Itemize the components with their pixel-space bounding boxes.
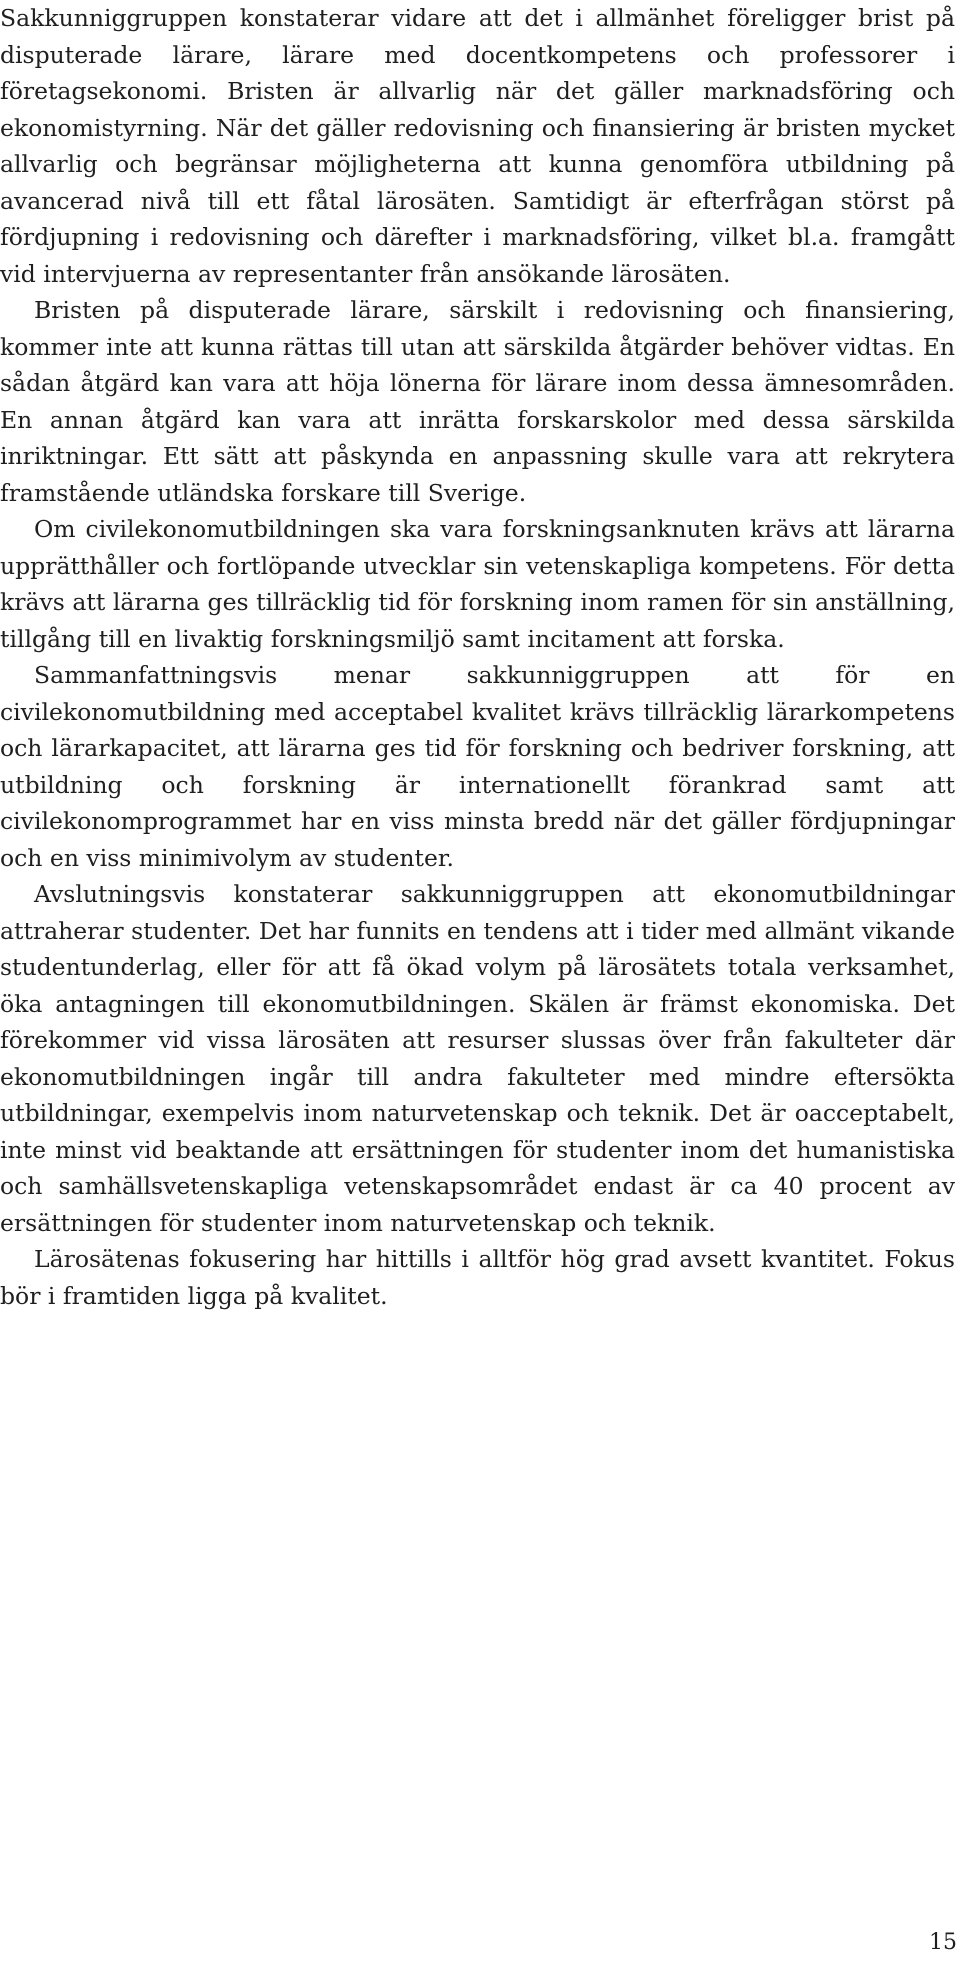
paragraph-4: Sammanfattningsvis menar sakkunniggruppen att för en civilekonomutbildning med acceptabel kvalitet krävs tillräcklig lärarkompetens och lärarkapacitet, att lärarna ges tid för forskning och bedriver forskning, att utbildning och forskning är internationellt förankrad samt att civilekonomprogrammet har en viss minsta bredd när det gäller fördjupningar och en viss minimivolym av studenter.: [0, 661, 955, 872]
paragraph-2: Bristen på disputerade lärare, särskilt i redovisning och finansiering, kommer inte att kunna rättas till utan att särskilda åtgärder behöver vidtas. En sådan åtgärd kan vara att höja lönerna för lärare inom dessa ämnesområden. En annan åtgärd kan vara att inrätta forskarskolor med dessa särskilda inriktningar. Ett sätt att påskynda en anpassning skulle vara att rekrytera framstående utländska forskare till Sverige.: [0, 296, 955, 507]
paragraph-5: Avslutningsvis konstaterar sakkunniggruppen att ekonomutbildningar attraherar studenter. Det har funnits en tendens att i tider med allmänt vikande studentunderlag, eller för att få ökad volym på lärosätets totala verksamhet, öka antagningen till ekonomutbildningen. Skälen är främst ekonomiska. Det förekommer vid vissa lärosäten att resurser slussas över från fakulteter där ekonomutbildningen ingår till andra fakulteter med mindre eftersökta utbildningar, exempelvis inom naturvetenskap och teknik. Det är oacceptabelt, inte minst vid beaktande att ersättningen för studenter inom det humanistiska och samhällsvetenskapliga vetenskapsområdet endast är ca 40 procent av ersättningen för studenter inom naturvetenskap och teknik.: [0, 880, 955, 1237]
paragraph-6: Lärosätenas fokusering har hittills i alltför hög grad avsett kvantitet. Fokus bör i framtiden ligga på kvalitet.: [0, 1245, 955, 1310]
paragraph-1: Sakkunniggruppen konstaterar vidare att det i allmänhet föreligger brist på disputerade lärare, lärare med docentkompetens och professorer i företagsekonomi. Bristen är allvarlig när det gäller marknadsföring och ekonomistyrning. När det gäller redovisning och finansiering är bristen mycket allvarlig och begränsar möjligheterna att kunna genomföra utbildning på avancerad nivå till ett fåtal lärosäten. Samtidigt är efterfrågan störst på fördjupning i redovisning och därefter i marknadsföring, vilket bl.a. framgått vid intervjuerna av representanter från ansökande lärosäten.: [0, 4, 955, 288]
paragraph-3: Om civilekonomutbildningen ska vara forskningsanknuten krävs att lärarna upprätthåller och fortlöpande utvecklar sin vetenskapliga kompetens. För detta krävs att lärarna ges tillräcklig tid för forskning inom ramen för sin anställning, tillgång till en livaktig forskningsmiljö samt incitament att forska.: [0, 515, 955, 653]
page-number: 15: [929, 1930, 957, 1955]
